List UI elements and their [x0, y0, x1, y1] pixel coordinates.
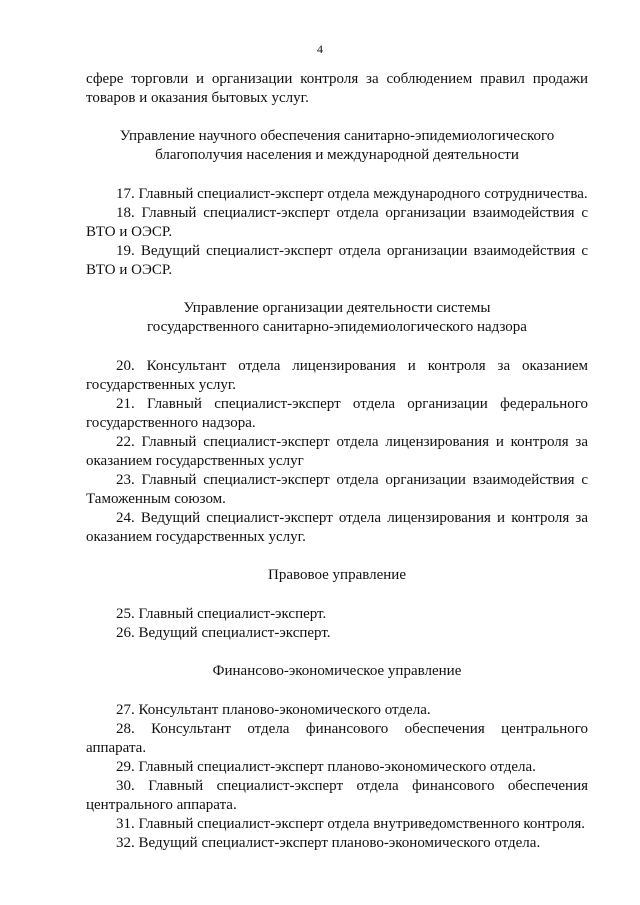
section-heading-line: Финансово-экономическое управление	[212, 663, 462, 679]
section-sanitary-science	[86, 127, 588, 280]
list-item: 31. Главный специалист-эксперт отдела внутриведомственного контроля.	[116, 816, 586, 832]
page-content	[86, 70, 588, 853]
list-item: 17. Главный специалист-эксперт отдела международного сотрудничества.	[116, 186, 588, 202]
intro-paragraph: сфере торговли и организации контроля за соблюдением правил продажи товаров и оказания бытовых услуг.	[86, 71, 588, 106]
section-heading-line: Управление организации деятельности системы	[183, 300, 491, 316]
section-finance	[86, 662, 588, 853]
list-item: 30. Главный специалист-эксперт отдела финансового обеспечения центрального аппарата.	[86, 778, 588, 813]
list-item: 28. Консультант отдела финансового обеспечения центрального аппарата.	[86, 721, 588, 756]
list-item: 19. Ведущий специалист-эксперт отдела организации взаимодействия с ВТО и ОЭСР.	[86, 243, 588, 278]
list-item: 26. Ведущий специалист-эксперт.	[116, 625, 331, 641]
list-item: 21. Главный специалист-эксперт отдела организации федерального государственного надзора.	[86, 396, 588, 431]
list-item: 18. Главный специалист-эксперт отдела организации взаимодействия с ВТО и ОЭСР.	[86, 205, 588, 240]
section-heading-line: Правовое управление	[268, 567, 406, 583]
list-item: 23. Главный специалист-эксперт отдела организации взаимодействия с Таможенным союзом.	[86, 472, 588, 507]
list-item: 29. Главный специалист-эксперт планово-экономического отдела.	[116, 759, 536, 775]
list-item: 22. Главный специалист-эксперт отдела лицензирования и контроля за оказанием государственных услуг	[86, 434, 588, 469]
section-supervision-organization	[86, 299, 588, 547]
list-item: 25. Главный специалист-эксперт.	[116, 606, 327, 622]
list-item: 24. Ведущий специалист-эксперт отдела лицензирования и контроля за оказанием государственных услуг.	[86, 510, 588, 545]
section-legal	[86, 566, 588, 643]
section-heading-line: Управление научного обеспечения санитарно-эпидемиологического	[119, 128, 555, 144]
list-item: 32. Ведущий специалист-эксперт планово-экономического отдела.	[116, 835, 541, 851]
list-item: 27. Консультант планово-экономического отдела.	[116, 702, 431, 718]
list-item: 20. Консультант отдела лицензирования и контроля за оказанием государственных услуг.	[86, 358, 588, 393]
page-number: 4	[317, 42, 323, 56]
section-heading-line: благополучия населения и международной деятельности	[155, 147, 519, 163]
section-heading-line: государственного санитарно-эпидемиологического надзора	[147, 319, 527, 335]
